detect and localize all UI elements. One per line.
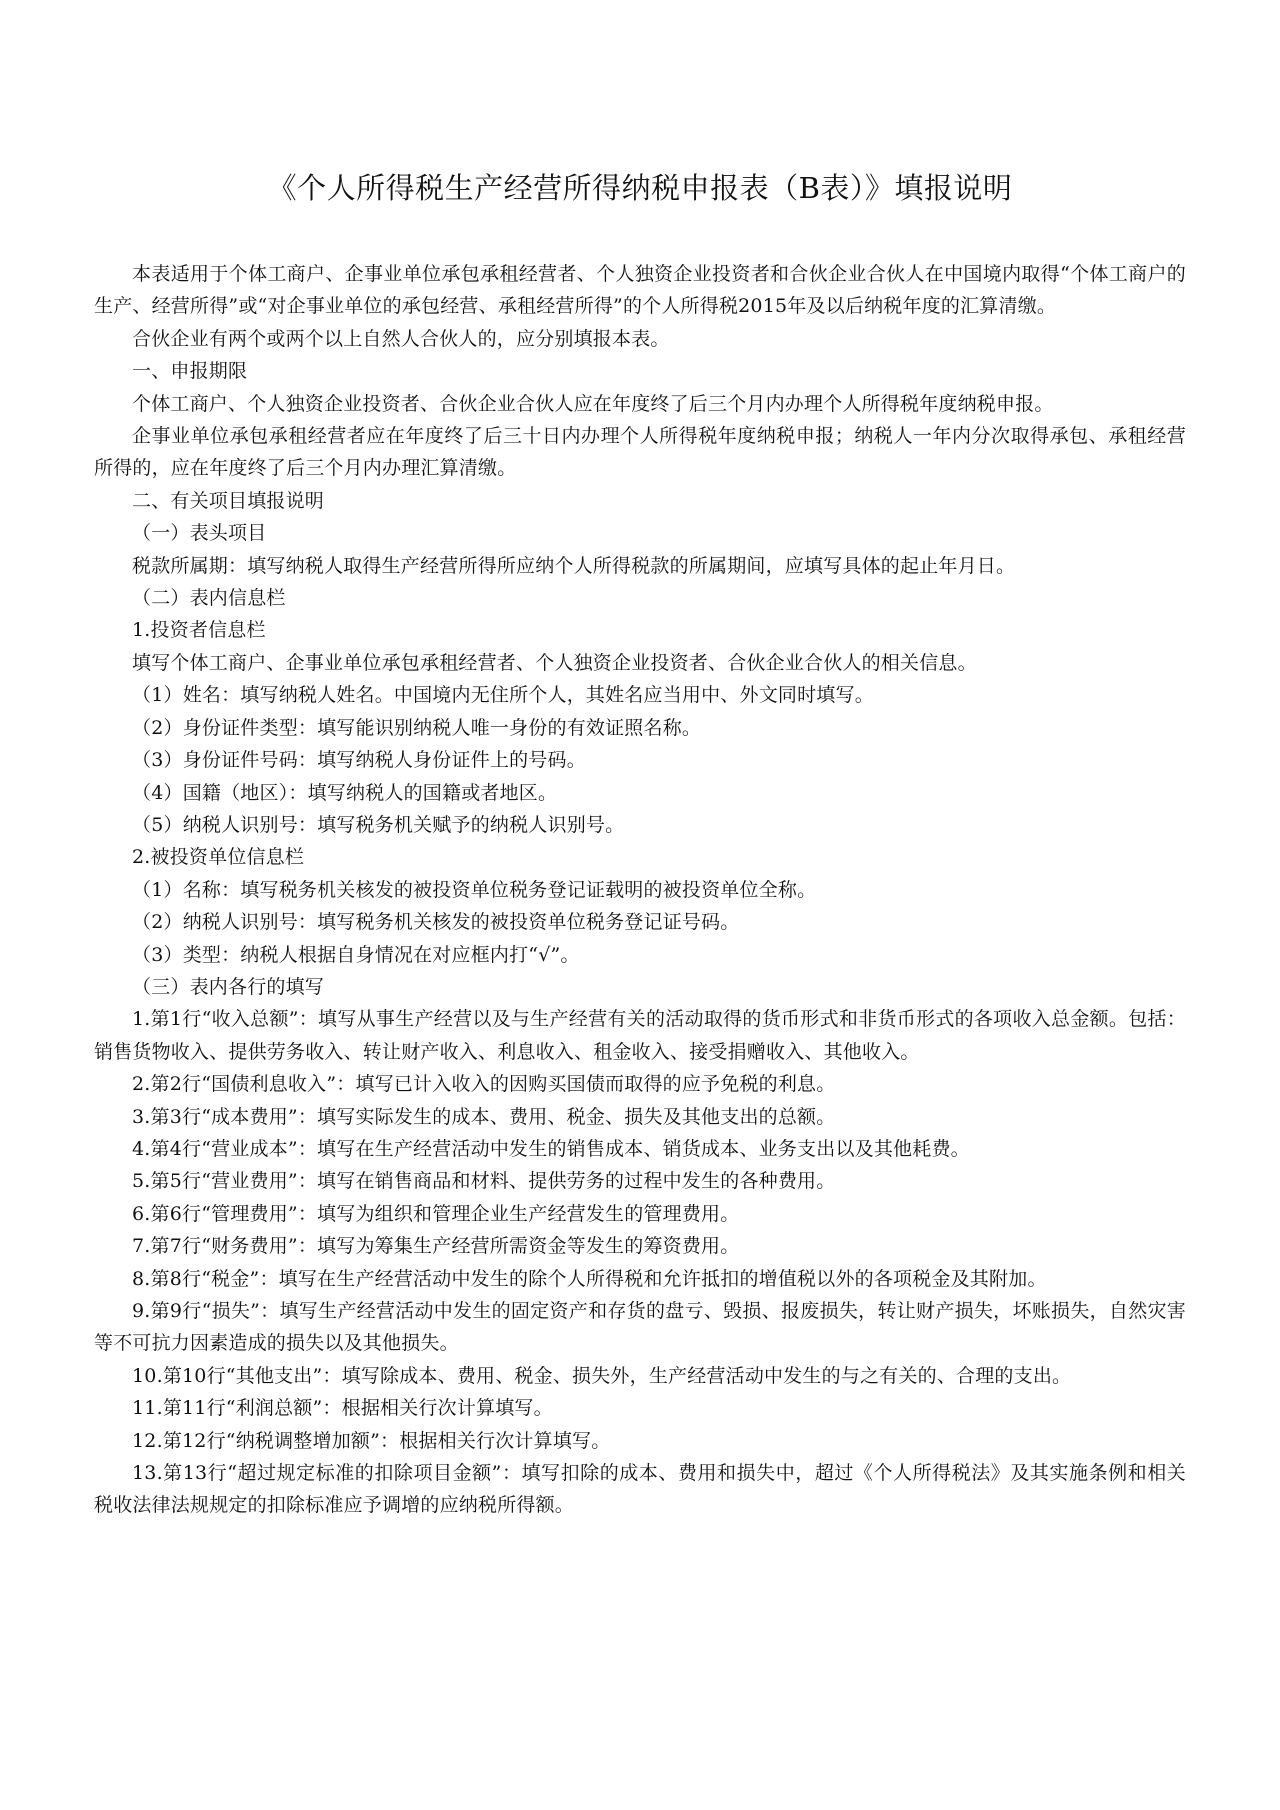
- paragraph: （三）表内各行的填写: [132, 975, 325, 998]
- paragraph: 合伙企业有两个或两个以上自然人合伙人的，应分别填报本表。: [132, 327, 670, 350]
- paragraph: （二）表内信息栏: [132, 587, 286, 610]
- paragraph: 1.投资者信息栏: [132, 619, 266, 642]
- paragraph: 9.第9行“损失”：填写生产经营活动中发生的固定资产和存货的盘亏、毁损、报废损失，转让财产损失，坏账损失，自然灾害等不可抗力因素造成的损失以及其他损失。: [94, 1300, 1186, 1355]
- paragraph: 本表适用于个体工商户、企事业单位承包承租经营者、个人独资企业投资者和合伙企业合伙人在中国境内取得“个体工商户的生产、经营所得”或“对企事业单位的承包经营、承租经营所得”的个人所得税2015年及以后纳税年度的汇算清缴。: [94, 263, 1186, 318]
- paragraph: 个体工商户、个人独资企业投资者、合伙企业合伙人应在年度终了后三个月内办理个人所得税年度纳税申报。: [132, 392, 1054, 415]
- document-body: [94, 258, 1186, 1522]
- paragraph: 13.第13行“超过规定标准的扣除项目金额”：填写扣除的成本、费用和损失中，超过《个人所得税法》及其实施条例和相关税收法律法规规定的扣除标准应予调增的应纳税所得额。: [94, 1462, 1186, 1517]
- paragraph: （3）类型：纳税人根据自身情况在对应框内打“√”。: [132, 943, 580, 966]
- paragraph: 企事业单位承包承租经营者应在年度终了后三十日内办理个人所得税年度纳税申报；纳税人一年内分次取得承包、承租经营所得的，应在年度终了后三个月内办理汇算清缴。: [94, 425, 1186, 480]
- paragraph: （5）纳税人识别号：填写税务机关赋予的纳税人识别号。: [132, 813, 625, 836]
- paragraph: 8.第8行“税金”：填写在生产经营活动中发生的除个人所得税和允许抵扣的增值税以外的各项税金及其附加。: [132, 1267, 1047, 1290]
- paragraph: 7.第7行“财务费用”：填写为筹集生产经营所需资金等发生的筹资费用。: [132, 1235, 740, 1258]
- paragraph: 6.第6行“管理费用”：填写为组织和管理企业生产经营发生的管理费用。: [132, 1202, 740, 1225]
- paragraph: 11.第11行“利润总额”：根据相关行次计算填写。: [132, 1397, 553, 1420]
- paragraph: （2）纳税人识别号：填写税务机关核发的被投资单位税务登记证号码。: [132, 911, 740, 934]
- paragraph: 一、申报期限: [132, 360, 248, 383]
- paragraph: 5.第5行“营业费用”：填写在销售商品和材料、提供劳务的过程中发生的各种费用。: [132, 1170, 836, 1193]
- paragraph: （一）表头项目: [132, 522, 267, 545]
- paragraph: 填写个体工商户、企事业单位承包承租经营者、个人独资企业投资者、合伙企业合伙人的相关信息。: [132, 651, 977, 674]
- paragraph: 税款所属期：填写纳税人取得生产经营所得所应纳个人所得税款的所属期间，应填写具体的起止年月日。: [132, 554, 1016, 577]
- paragraph: 12.第12行“纳税调整增加额”：根据相关行次计算填写。: [132, 1429, 611, 1452]
- paragraph: 2.第2行“国债利息收入”：填写已计入收入的因购买国债而取得的应予免税的利息。: [132, 1073, 836, 1096]
- paragraph: 2.被投资单位信息栏: [132, 846, 305, 869]
- paragraph: 二、有关项目填报说明: [132, 489, 325, 512]
- paragraph: （1）名称：填写税务机关核发的被投资单位税务登记证载明的被投资单位全称。: [132, 878, 817, 901]
- document-title: 《个人所得税生产经营所得纳税申报表（B表）》填报说明: [267, 171, 1013, 205]
- paragraph: 3.第3行“成本费用”：填写实际发生的成本、费用、税金、损失及其他支出的总额。: [132, 1105, 836, 1128]
- paragraph: 1.第1行“收入总额”：填写从事生产经营以及与生产经营有关的活动取得的货币形式和非货币形式的各项收入总金额。包括：销售货物收入、提供劳务收入、转让财产收入、利息收入、租金收入、接受捐赠收入、其他收入。: [94, 1008, 1186, 1063]
- paragraph: （3）身份证件号码：填写纳税人身份证件上的号码。: [132, 749, 586, 772]
- paragraph: （1）姓名：填写纳税人姓名。中国境内无住所个人，其姓名应当用中、外文同时填写。: [132, 684, 874, 707]
- paragraph: 4.第4行“营业成本”：填写在生产经营活动中发生的销售成本、销货成本、业务支出以及其他耗费。: [132, 1137, 970, 1160]
- paragraph: 10.第10行“其他支出”：填写除成本、费用、税金、损失外，生产经营活动中发生的与之有关的、合理的支出。: [132, 1364, 1072, 1387]
- paragraph: （2）身份证件类型：填写能识别纳税人唯一身份的有效证照名称。: [132, 716, 702, 739]
- paragraph: （4）国籍（地区）：填写纳税人的国籍或者地区。: [132, 781, 558, 804]
